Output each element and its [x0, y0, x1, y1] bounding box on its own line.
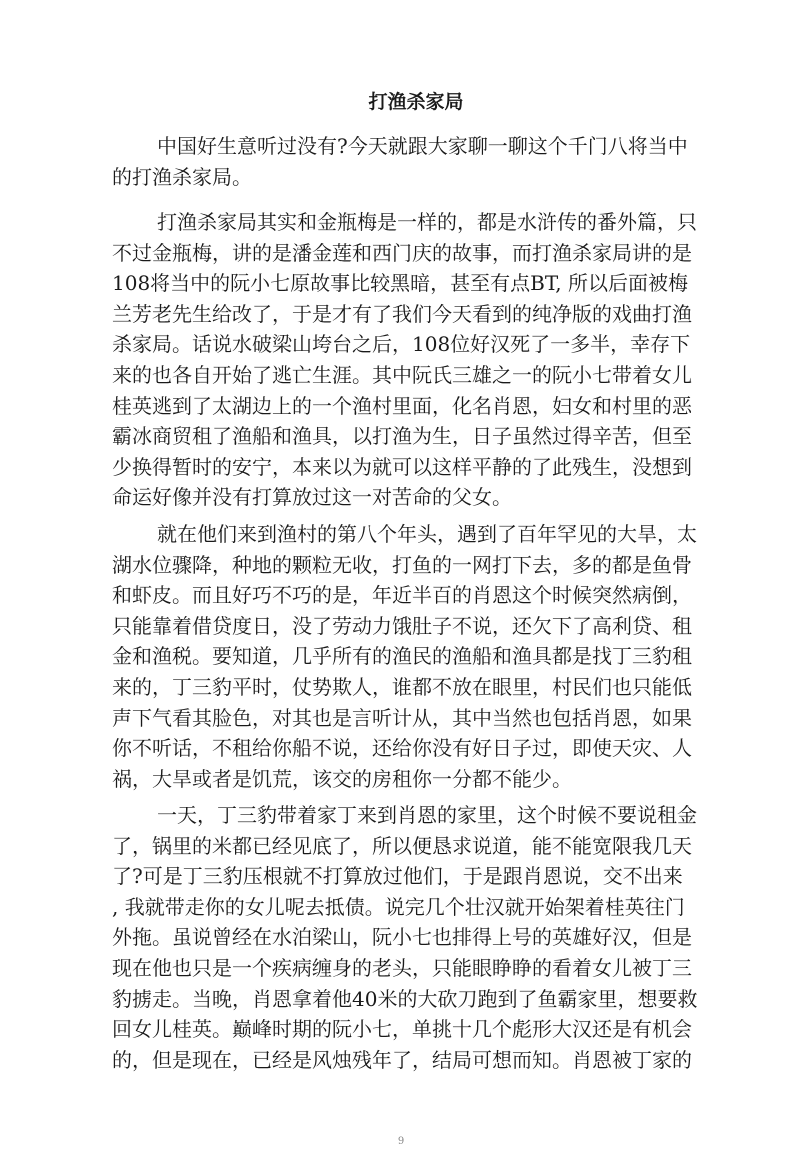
- paragraph-line: 杀家局。话说水破梁山垮台之后，108位好汉死了一多半，幸存下: [112, 332, 691, 357]
- paragraph-line: 108将当中的阮小七原故事比较黑暗，甚至有点BT, 所以后面被梅: [112, 271, 688, 296]
- paragraph-line: 来的，丁三豹平时，仗势欺人，谁都不放在眼里，村民们也只能低: [112, 674, 692, 699]
- paragraph-line: 命运好像并没有打算放过这一对苦命的父女。: [112, 485, 512, 510]
- paragraph-line: 来的也各自开始了逃亡生涯。其中阮氏三雄之一的阮小七带着女儿: [112, 362, 692, 387]
- paragraph-line: 霸冰商贸租了渔船和渔具，以打渔为生，日子虽然过得辛苦，但至: [112, 424, 692, 449]
- page-number: 9: [397, 1136, 405, 1147]
- paragraph-line: 豹掳走。当晚，肖恩拿着他40米的大砍刀跑到了鱼霸家里，想要救: [112, 986, 698, 1011]
- paragraph-line: 的打渔杀家局。: [112, 164, 252, 189]
- paragraph-4: [112, 800, 700, 1075]
- paragraph-line: 少换得暂时的安宁，本来以为就可以这样平静的了此残生，没想到: [112, 454, 692, 479]
- paragraph-line: 祸，大旱或者是饥荒，该交的房租你一分都不能少。: [112, 766, 572, 791]
- paragraph-line: 了?可是丁三豹压根就不打算放过他们，于是跟肖恩说，交不出来: [112, 864, 683, 889]
- paragraph-line: , 我就带走你的女儿呢去抵债。说完几个壮汉就开始架着桂英往门: [112, 894, 685, 919]
- paragraph-line: 桂英逃到了太湖边上的一个渔村里面，化名肖恩，妇女和村里的恶: [112, 393, 692, 418]
- paragraph-line: 一天，丁三豹带着家丁来到肖恩的家里，这个时候不要说租金: [157, 803, 697, 827]
- page-title: 打渔杀家局: [368, 91, 464, 113]
- paragraph-line: 回女儿桂英。巅峰时期的阮小七，单挑十几个彪形大汉还是有机会: [112, 1017, 692, 1042]
- paragraph-line: 了，锅里的米都已经见底了，所以便恳求说道，能不能宽限我几天: [112, 833, 692, 858]
- paragraph-line: 外拖。虽说曾经在水泊梁山，阮小七也排得上号的英雄好汉，但是: [112, 925, 692, 950]
- paragraph-line: 兰芳老先生给改了，于是才有了我们今天看到的纯净版的戏曲打渔: [112, 301, 692, 326]
- paragraph-2: [112, 207, 700, 513]
- paragraph-line: 中国好生意听过没有?今天就跟大家聊一聊这个千门八将当中: [157, 134, 688, 158]
- paragraph-line: 不过金瓶梅，讲的是潘金莲和西门庆的故事，而打渔杀家局讲的是: [112, 240, 692, 265]
- paragraph-line: 金和渔税。要知道，几乎所有的渔民的渔船和渔具都是找丁三豹租: [112, 644, 692, 669]
- paragraph-line: 现在他也只是一个疾病缠身的老头，只能眼睁睁的看着女儿被丁三: [112, 955, 692, 980]
- paragraph-line: 只能靠着借贷度日，没了劳动力饿肚子不说，还欠下了高利贷、租: [112, 613, 692, 638]
- paragraph-line: 就在他们来到渔村的第八个年头，遇到了百年罕见的大旱，太: [157, 522, 697, 546]
- paragraph-line: 的，但是现在，已经是风烛残年了，结局可想而知。肖恩被丁家的: [112, 1047, 692, 1072]
- paragraph-line: 和虾皮。而且好巧不巧的是，年近半百的肖恩这个时候突然病倒，: [112, 583, 692, 608]
- paragraph-3: [112, 519, 700, 794]
- paragraph-line: 湖水位骤降，种地的颗粒无收，打鱼的一网打下去，多的都是鱼骨: [112, 552, 692, 577]
- paragraph-1: [112, 131, 700, 192]
- paragraph-line: 你不听话，不租给你船不说，还给你没有好日子过，即使天灾、人: [112, 736, 692, 761]
- paragraph-line: 声下气看其脸色，对其也是言听计从，其中当然也包括肖恩，如果: [112, 705, 692, 730]
- paragraph-line: 打渔杀家局其实和金瓶梅是一样的，都是水浒传的番外篇，只: [157, 210, 697, 234]
